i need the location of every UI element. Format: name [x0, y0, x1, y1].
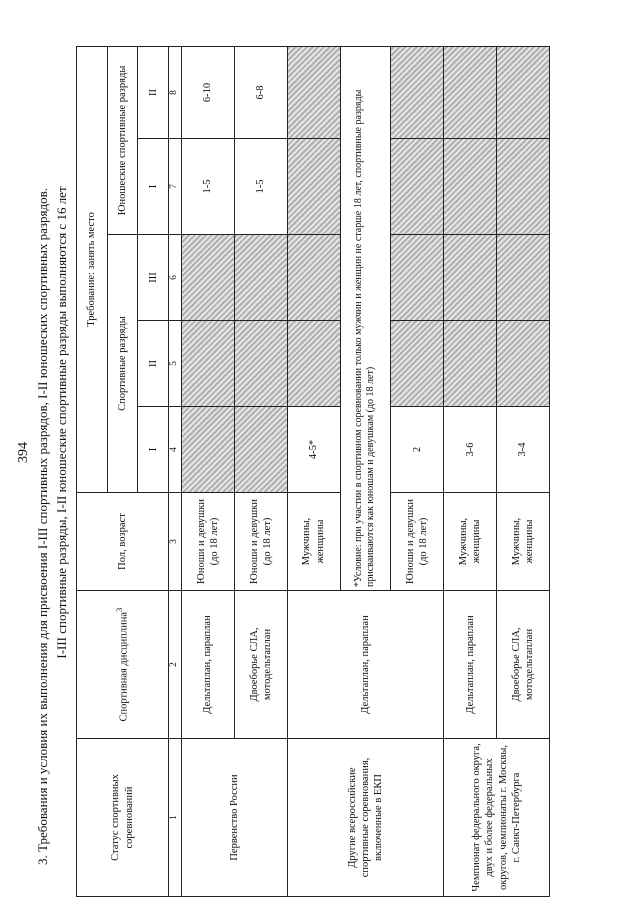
table-row [181, 46, 234, 896]
discipline-cell: Дельтаплан, параплан [444, 591, 497, 739]
discipline-cell: Двоеборье СЛА, мотодельтаплан [234, 591, 287, 739]
header-rank-2: II [138, 321, 169, 407]
hatched-cell [391, 321, 444, 407]
condition-note: *Условие: при участии в спортивном соревновании только мужчин и женщин не старше 18 лет, спортивные разряды присваиваются как юношам и девушкам (до 18 лет) [340, 46, 391, 590]
discipline-cell: Двоеборье СЛА, мотодельтаплан [497, 591, 550, 739]
hatched-cell [181, 235, 234, 321]
hatched-cell [234, 235, 287, 321]
hatched-cell [497, 321, 550, 407]
hatched-cell [391, 139, 444, 235]
header-sport-ranks: Спортивные разряды [107, 235, 138, 493]
hatched-cell [287, 235, 340, 321]
youth-rank-2-cell: 6-8 [234, 46, 287, 138]
rank-1-cell: 3-6 [444, 407, 497, 493]
header-status: Статус спортивных соревнований [77, 739, 169, 897]
hatched-cell [497, 46, 550, 138]
col-number: 3 [169, 493, 182, 591]
hatched-cell [444, 235, 497, 321]
header-youth-rank-2: II [138, 46, 169, 138]
page-number: 394 [16, 442, 31, 463]
header-gender-age: Пол, возраст [77, 493, 169, 591]
gender-cell: Юноши и девушки (до 18 лет) [391, 493, 444, 591]
hatched-cell [234, 321, 287, 407]
hatched-cell [444, 46, 497, 138]
hatched-cell [444, 321, 497, 407]
status-cell: Чемпионат федерального округа, двух и более федеральных округов, чемпионаты г. Москвы, г. Санкт-Петербурга [444, 739, 550, 897]
col-number: 5 [169, 321, 182, 407]
youth-rank-1-cell: 1-5 [234, 139, 287, 235]
gender-cell: Мужчины, женщины [287, 493, 340, 591]
hatched-cell [181, 407, 234, 493]
col-number: 2 [169, 591, 182, 739]
col-number: 8 [169, 46, 182, 138]
header-discipline: Спортивная дисциплина$^3$ [77, 591, 169, 739]
hatched-cell [444, 139, 497, 235]
gender-cell: Мужчины, женщины [497, 493, 550, 591]
header-youth-rank-1: I [138, 139, 169, 235]
youth-rank-2-cell: 6-10 [181, 46, 234, 138]
hatched-cell [497, 235, 550, 321]
youth-rank-1-cell: 1-5 [181, 139, 234, 235]
gender-cell: Юноши и девушки (до 18 лет) [181, 493, 234, 591]
header-rank-3: III [138, 235, 169, 321]
discipline-cell: Дельтаплан, параплан [287, 591, 444, 739]
col-number: 1 [169, 739, 182, 897]
hatched-cell [391, 46, 444, 138]
section-heading: 3. Требования и условия их выполнения для присвоения I-III спортивных разрядов, I-II юношеских спортивных разрядов. [35, 188, 50, 865]
hatched-cell [391, 235, 444, 321]
hatched-cell [497, 139, 550, 235]
hatched-cell [234, 407, 287, 493]
col-number: 7 [169, 139, 182, 235]
hatched-cell [287, 46, 340, 138]
gender-cell: Мужчины, женщины [444, 493, 497, 591]
column-number-row [169, 46, 182, 896]
header-youth-ranks: Юношеские спортивные разряды [107, 46, 138, 234]
section-subheading: I-III спортивные разряды, I-II юношеские спортивные разряды выполняются с 16 лет [54, 186, 69, 659]
table-row [287, 46, 340, 896]
table-row [444, 46, 497, 896]
hatched-cell [287, 321, 340, 407]
hatched-cell [287, 139, 340, 235]
col-number: 6 [169, 235, 182, 321]
status-cell: Другие всероссийские спортивные соревнования, включенные в ЕКП [287, 739, 444, 897]
rank-1-cell: 3-4 [497, 407, 550, 493]
header-row-1 [77, 46, 108, 896]
header-rank-1: I [138, 407, 169, 493]
col-number: 4 [169, 407, 182, 493]
discipline-cell: Дельтаплан, параплан [181, 591, 234, 739]
status-cell: Первенство России [181, 739, 287, 897]
header-requirement: Требование: занять место [77, 46, 108, 492]
hatched-cell [181, 321, 234, 407]
rank-1-cell: 2 [391, 407, 444, 493]
gender-cell: Юноши и девушки (до 18 лет) [234, 493, 287, 591]
requirements-table [76, 46, 550, 897]
rank-1-cell: 4-5* [287, 407, 340, 493]
